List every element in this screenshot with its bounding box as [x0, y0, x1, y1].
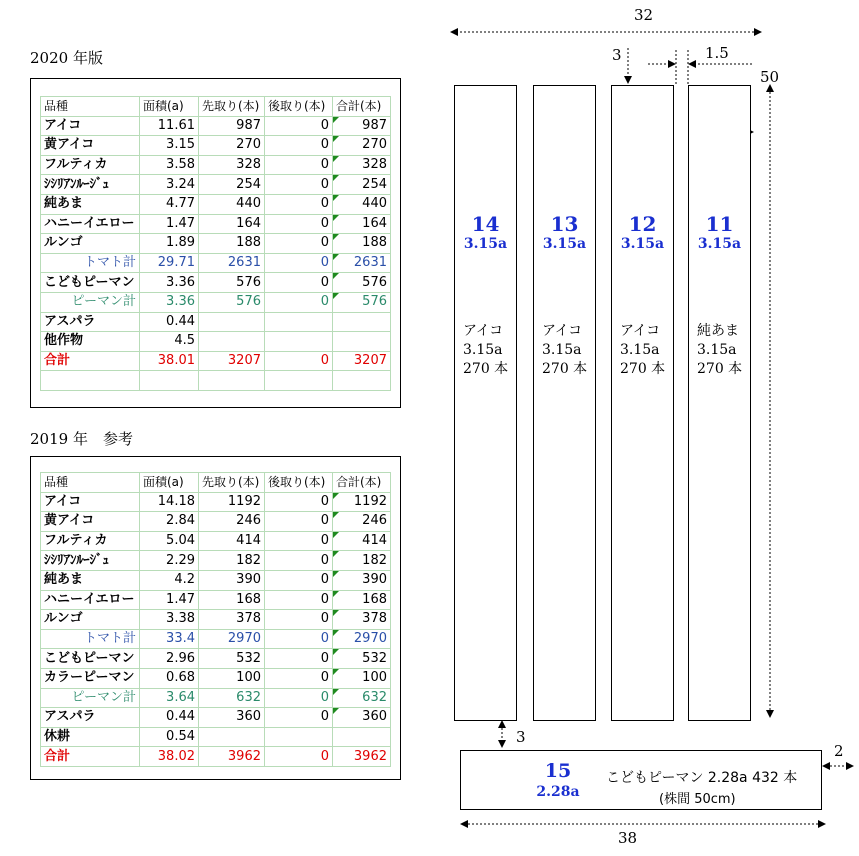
cell-first: 1192 [199, 492, 265, 512]
plot-number: 12 [628, 212, 657, 236]
cell-total-value: 328 [362, 157, 387, 173]
cell-area: 29.71 [140, 253, 199, 273]
table-header-cell: 後取り(本) [265, 97, 333, 117]
cell-later: 0 [265, 214, 333, 234]
cell-name: 合計 [41, 351, 140, 371]
cell-area: 1.89 [140, 234, 199, 254]
plot-13[interactable] [533, 85, 596, 721]
plot-number: 14 [471, 212, 500, 236]
cell-total: 3962 [333, 747, 391, 767]
plot-variety: アイコ [542, 323, 583, 339]
title-2020: 2020 年版 [30, 49, 103, 67]
dim-lower-width: 38 [618, 829, 638, 847]
cell-total-value: 390 [362, 572, 387, 588]
cell-name: フルティカ [41, 155, 140, 175]
cell-first: 2631 [199, 253, 265, 273]
arrowhead [460, 820, 468, 828]
plot-area: 2.28a [536, 784, 580, 800]
cell-later: 0 [265, 273, 333, 293]
cell-area: 14.18 [140, 492, 199, 512]
cell-name: アスパラ [41, 708, 140, 728]
plot-number: 15 [544, 760, 572, 782]
cell-first: 987 [199, 116, 265, 136]
cell-area: 5.04 [140, 531, 199, 551]
dim-total-width: 32 [634, 6, 654, 24]
dim-lower-gap: 3 [516, 728, 526, 746]
cell-total: 3207 [333, 351, 391, 371]
arrowhead [688, 60, 696, 68]
cell-area: 2.84 [140, 512, 199, 532]
cell-later: 0 [265, 351, 333, 371]
cell-first: 440 [199, 194, 265, 214]
cell-first: 378 [199, 610, 265, 630]
dim-length: 50 [760, 68, 780, 86]
plot-area: 3.15a [463, 236, 508, 252]
cell-area: 2.29 [140, 551, 199, 571]
dim-bed-gap: 1.5 [705, 44, 729, 62]
plot-number: 11 [705, 212, 734, 236]
cell-total-value: 254 [362, 176, 387, 192]
cell-later: 0 [265, 747, 333, 767]
cell-total-value: 632 [362, 689, 387, 705]
cell-name: ハニーイエロー [41, 590, 140, 610]
plot-variety: アイコ [463, 323, 504, 339]
cell-name: ピーマン計 [41, 292, 140, 312]
plot-count: 270 本 [542, 361, 588, 377]
cell-name: カラーピーマン [41, 668, 140, 688]
cell-area: 3.36 [140, 273, 199, 293]
arrowhead [822, 762, 830, 770]
cell-total-value: 576 [362, 274, 387, 290]
arrowhead [754, 28, 762, 36]
table-header-cell: 先取り(本) [199, 473, 265, 493]
cell-name: トマト計 [41, 253, 140, 273]
cell-name: 合計 [41, 747, 140, 767]
table-header-cell: 先取り(本) [199, 97, 265, 117]
cell-name: トマト計 [41, 629, 140, 649]
cell-first: 100 [199, 668, 265, 688]
plot-area: 3.15a [542, 236, 587, 252]
cell-total-value: 576 [362, 294, 387, 310]
cell-first: 2970 [199, 629, 265, 649]
arrowhead [846, 762, 854, 770]
cell-area: 1.47 [140, 214, 199, 234]
plot-number: 13 [550, 212, 579, 236]
cell-first: 576 [199, 292, 265, 312]
cell-name: ハニーイエロー [41, 214, 140, 234]
cell-later: 0 [265, 629, 333, 649]
cell-total-value: 360 [362, 709, 387, 725]
cell-later: 0 [265, 688, 333, 708]
plot-variety: アイコ [620, 323, 661, 339]
plot-area: 3.15a [620, 236, 665, 252]
cell-total-value: 188 [362, 235, 387, 251]
cell-area: 3.24 [140, 175, 199, 195]
cell-total-value: 246 [362, 513, 387, 529]
plot-15[interactable] [460, 750, 822, 810]
cell-name: 休耕 [41, 727, 140, 747]
plot-info [463, 322, 508, 379]
cell-total-value: 164 [362, 215, 387, 231]
cell-area: 0.68 [140, 668, 199, 688]
plot-spacing: (株間 50cm) [659, 792, 736, 807]
cell-first: 182 [199, 551, 265, 571]
cell-later: 0 [265, 610, 333, 630]
cell-total-value: 168 [362, 591, 387, 607]
cell-area: 4.77 [140, 194, 199, 214]
cell-first: 328 [199, 155, 265, 175]
plot-count: 270 本 [697, 361, 743, 377]
plot-count: 270 本 [463, 361, 509, 377]
cell-total-value: 987 [362, 117, 387, 133]
arrowhead [818, 820, 826, 828]
dim-top-gap: 3 [612, 46, 622, 64]
table-header-cell: 面積(a) [140, 473, 199, 493]
cell-area: 11.61 [140, 116, 199, 136]
plot-14[interactable] [454, 85, 517, 721]
plot-area-text: 3.15a [463, 342, 503, 358]
cell-later: 0 [265, 590, 333, 610]
cell-area: 3.15 [140, 136, 199, 156]
cell-name: ｼｼﾘｱﾝﾙｰｼﾞｭ [41, 551, 140, 571]
cell-area: 3.36 [140, 292, 199, 312]
cell-area: 38.02 [140, 747, 199, 767]
cell-area: 4.2 [140, 570, 199, 590]
table-header-cell: 合計(本) [333, 97, 391, 117]
cell-first: 188 [199, 234, 265, 254]
cell-area: 3.64 [140, 688, 199, 708]
cell-area: 38.01 [140, 351, 199, 371]
arrowhead [668, 60, 676, 68]
cell-name: 黄アイコ [41, 512, 140, 532]
arrowhead [766, 710, 774, 718]
cell-later: 0 [265, 253, 333, 273]
table-header-cell: 面積(a) [140, 97, 199, 117]
cell-first: 632 [199, 688, 265, 708]
plot-area-text: 3.15a [620, 342, 660, 358]
cell-total-value: 440 [362, 196, 387, 212]
cell-first: 576 [199, 273, 265, 293]
cell-first: 3207 [199, 351, 265, 371]
cell-total-value: 100 [362, 670, 387, 686]
cell-first: 3962 [199, 747, 265, 767]
cell-name: 他作物 [41, 332, 140, 352]
cell-later: 0 [265, 512, 333, 532]
cell-name: ｼｼﾘｱﾝﾙｰｼﾞｭ [41, 175, 140, 195]
dim-side-gap: 2 [834, 742, 844, 760]
cell-name: 黄アイコ [41, 136, 140, 156]
cell-later: 0 [265, 531, 333, 551]
cell-first: 390 [199, 570, 265, 590]
table-header-cell: 品種 [41, 97, 140, 117]
cell-later: 0 [265, 551, 333, 571]
cell-name: アイコ [41, 492, 140, 512]
cell-name: アイコ [41, 116, 140, 136]
cell-area: 3.58 [140, 155, 199, 175]
cell-total-value: 378 [362, 611, 387, 627]
cell-later: 0 [265, 649, 333, 669]
cell-later: 0 [265, 194, 333, 214]
plot-info [620, 322, 665, 379]
cell-name: 純あま [41, 570, 140, 590]
cell-name: ルンゴ [41, 234, 140, 254]
cell-area: 0.54 [140, 727, 199, 747]
cell-later: 0 [265, 136, 333, 156]
plot-area-text: 3.15a [697, 342, 737, 358]
cell-name: ピーマン計 [41, 688, 140, 708]
title-2019: 2019 年 参考 [30, 430, 133, 448]
cell-name: アスパラ [41, 312, 140, 332]
plot-info [542, 322, 587, 379]
table-header-cell: 品種 [41, 473, 140, 493]
plot-11[interactable] [688, 85, 751, 721]
cell-first: 360 [199, 708, 265, 728]
plot-area-text: 3.15a [542, 342, 582, 358]
cell-name: ルンゴ [41, 610, 140, 630]
arrowhead [498, 740, 506, 748]
table-header-cell: 後取り(本) [265, 473, 333, 493]
cell-total-value: 2970 [353, 631, 387, 647]
cell-first: 164 [199, 214, 265, 234]
arrowhead [624, 76, 632, 84]
cell-later: 0 [265, 116, 333, 136]
cell-later: 0 [265, 292, 333, 312]
cell-area: 4.5 [140, 332, 199, 352]
cell-total-value: 414 [362, 533, 387, 549]
cell-area: 1.47 [140, 590, 199, 610]
cell-later: 0 [265, 175, 333, 195]
plot-12[interactable] [611, 85, 674, 721]
cell-total-value: 270 [362, 137, 387, 153]
table-header-cell: 合計(本) [333, 473, 391, 493]
cell-total-value: 2631 [353, 255, 387, 271]
cell-first: 168 [199, 590, 265, 610]
cell-first: 254 [199, 175, 265, 195]
cell-later: 0 [265, 668, 333, 688]
cell-first: 246 [199, 512, 265, 532]
cell-later: 0 [265, 492, 333, 512]
plot-variety: 純あま [697, 323, 739, 339]
cell-later: 0 [265, 155, 333, 175]
cell-total-value: 532 [362, 650, 387, 666]
arrowhead [498, 720, 506, 728]
plot-count: 270 本 [620, 361, 666, 377]
cell-total-value: 1192 [353, 493, 387, 509]
cell-first: 532 [199, 649, 265, 669]
cell-total-value: 182 [362, 552, 387, 568]
cell-later: 0 [265, 234, 333, 254]
cell-name: こどもピーマン [41, 649, 140, 669]
plot-area: 3.15a [697, 236, 742, 252]
cell-first: 270 [199, 136, 265, 156]
cell-area: 2.96 [140, 649, 199, 669]
cell-name: 純あま [41, 194, 140, 214]
cell-name: フルティカ [41, 531, 140, 551]
cell-area: 3.38 [140, 610, 199, 630]
cell-later: 0 [265, 708, 333, 728]
cell-name: こどもピーマン [41, 273, 140, 293]
plot-label: こどもピーマン 2.28a 432 本 [606, 770, 798, 786]
cell-area: 0.44 [140, 708, 199, 728]
arrowhead [450, 28, 458, 36]
plot-info [697, 322, 742, 379]
cell-first: 414 [199, 531, 265, 551]
cell-area: 33.4 [140, 629, 199, 649]
cell-later: 0 [265, 570, 333, 590]
cell-area: 0.44 [140, 312, 199, 332]
